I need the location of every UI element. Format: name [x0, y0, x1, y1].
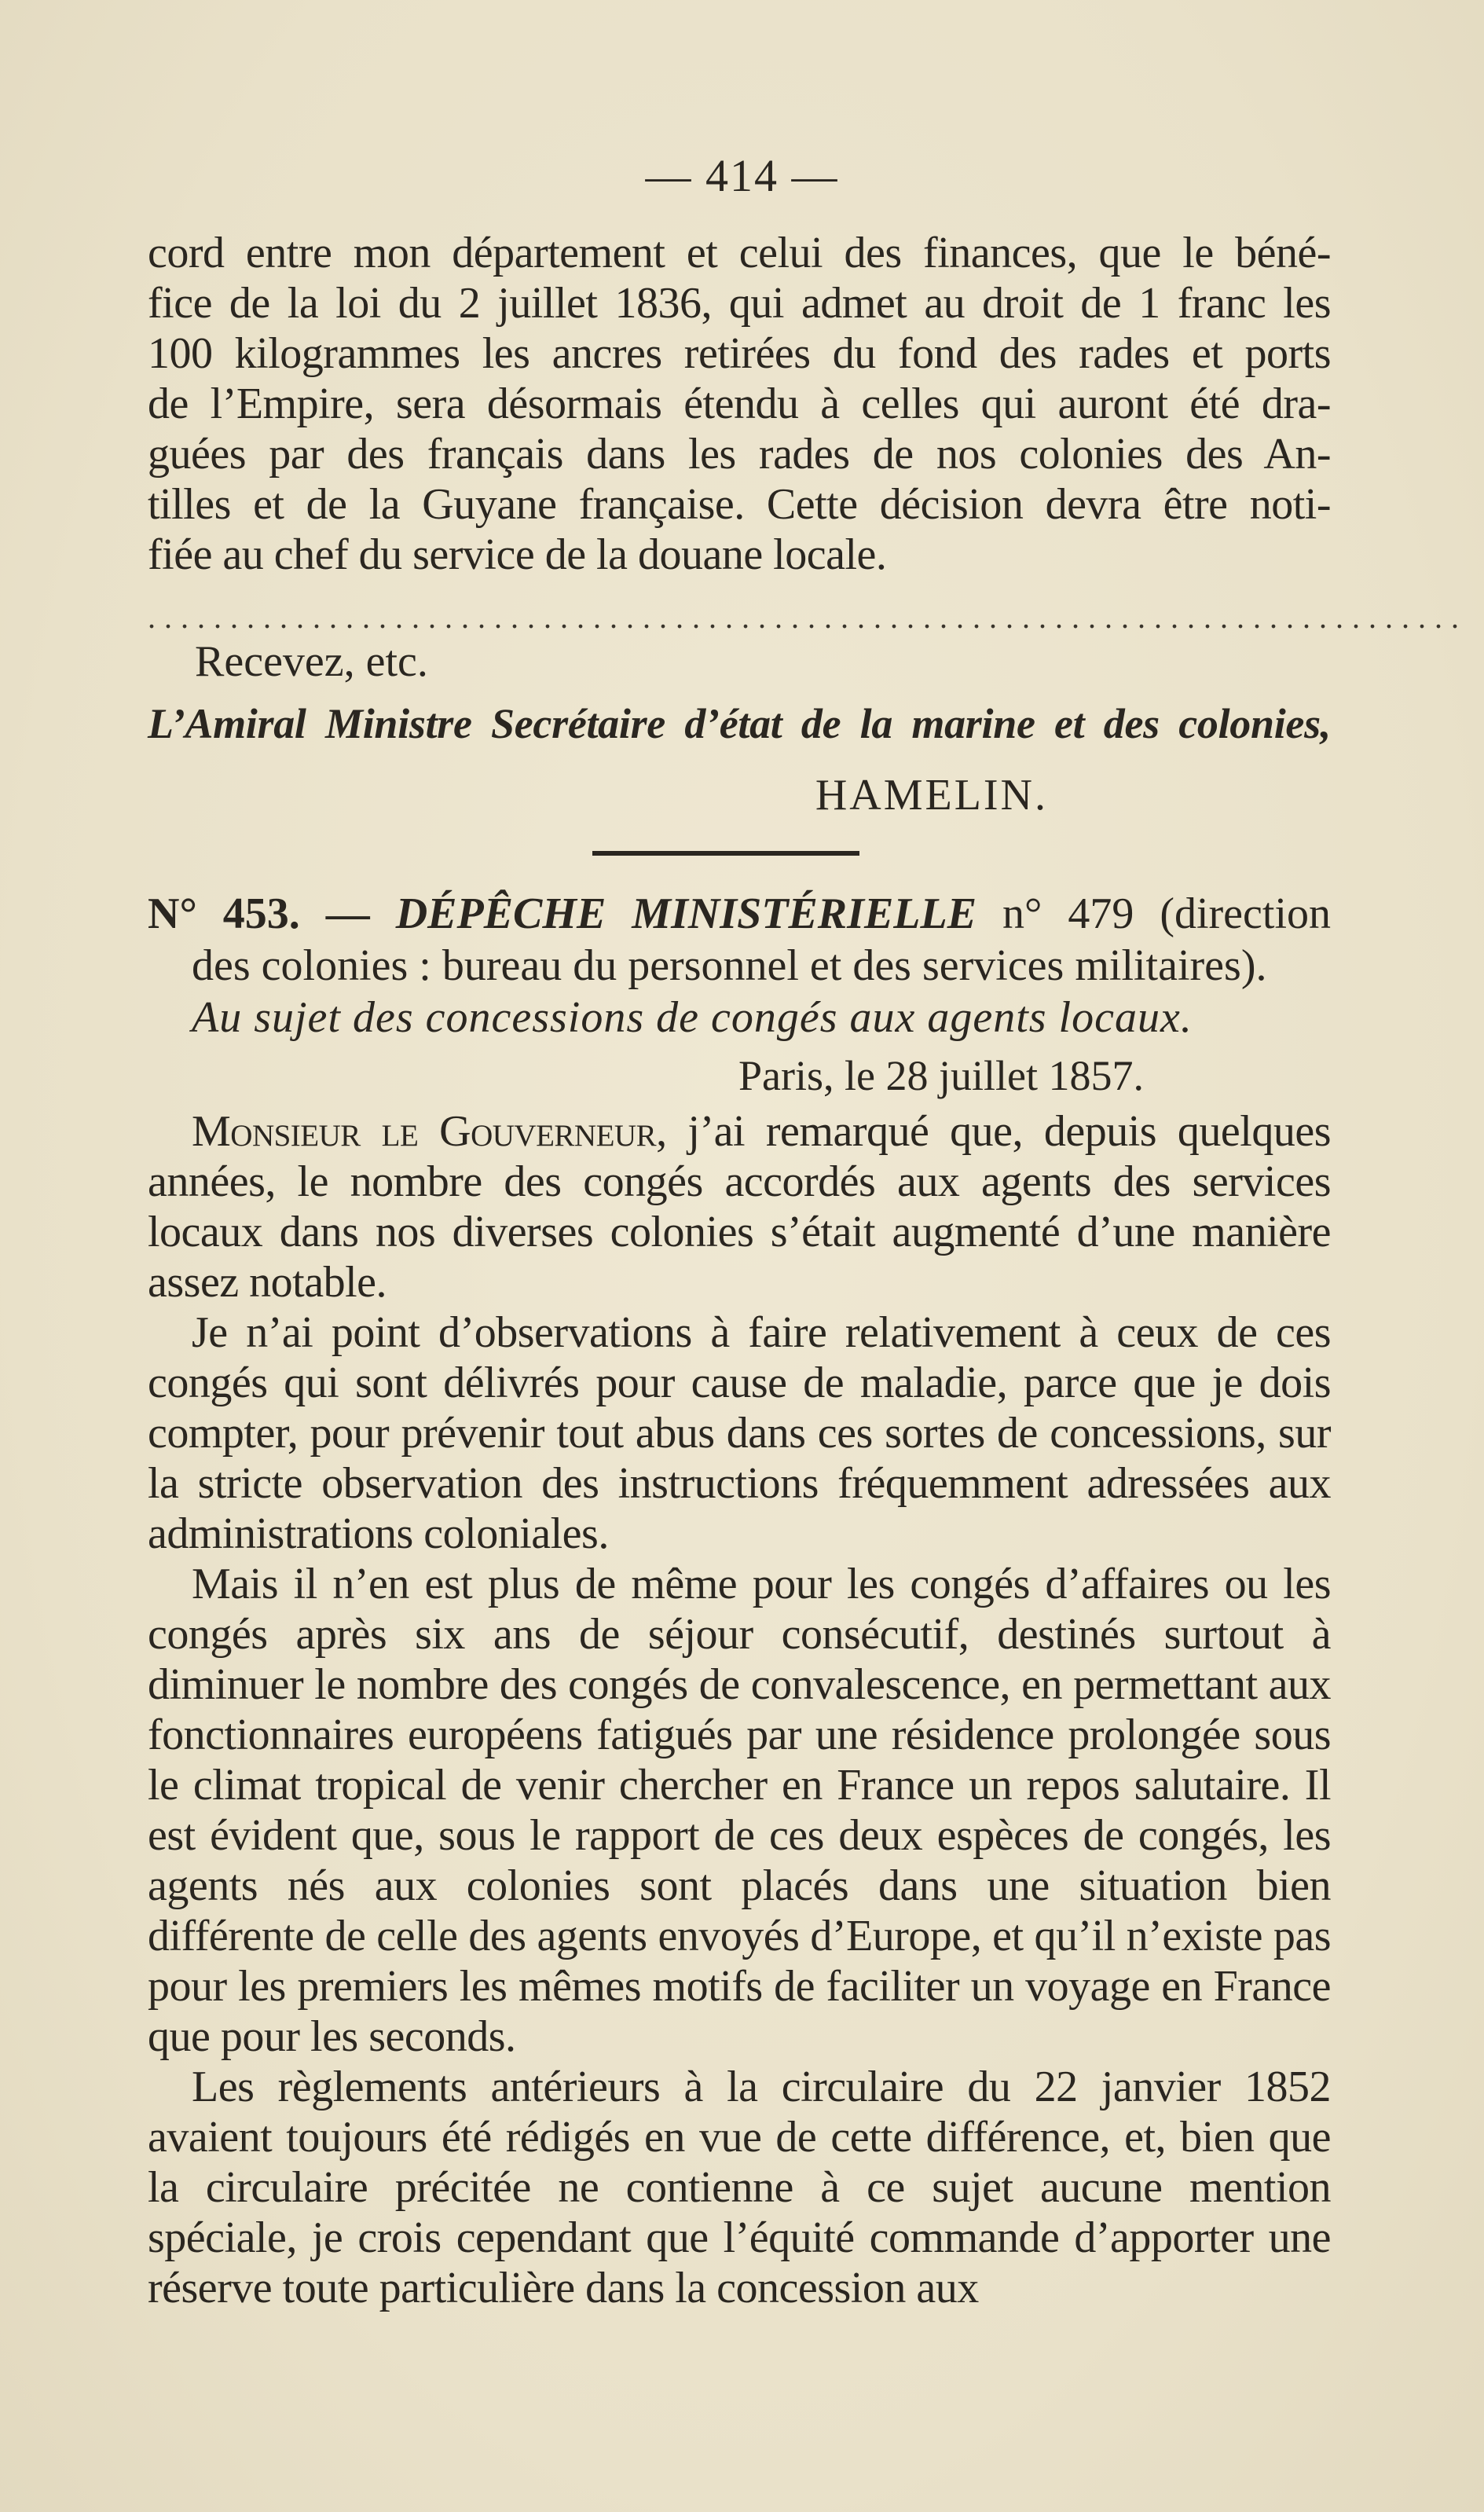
dispatch-number: N° 453. — [148, 889, 370, 938]
text-line: guées par des français dans les rades de nos colonies des An- [148, 430, 1331, 479]
paragraph: Les règlements antérieurs à la circulaire du 22 janvier 1852 avaient toujours été rédigés en vue de cette différence, et, bien que la circulaire précitée ne contienne à ce sujet aucune mention spéciale, je crois cependant que l’équité commande d’apporter une réserve toute particulière dans la concession aux [148, 2063, 1331, 2312]
heading-line-2: des colonies : bureau du personnel et des services militaires). [192, 941, 1267, 990]
text-line: tilles et de la Guyane française. Cette décision devra être noti- [148, 480, 1331, 529]
dispatch-title: DÉPÊCHE MINISTÉRIELLE [395, 889, 977, 938]
text-line: 100 kilogrammes les ancres retirées du fond des rades et ports [148, 329, 1331, 378]
text-line: fice de la loi du 2 juillet 1836, qui admet au droit de 1 franc les [148, 279, 1331, 328]
dispatch-reference: n° 479 (direction [1002, 889, 1331, 938]
heading-line-1 [148, 888, 1331, 940]
dispatch-subject: Au sujet des concessions de congés aux agents locaux. [192, 993, 1193, 1042]
section-divider [592, 851, 859, 856]
paragraph: Mais il n’en est plus de même pour les congés d’affaires ou les congés après six ans de séjour consécutif, destinés surtout à diminuer le nombre des congés de convalescence, en permettant aux fonctionnaires européens fatigués par une résidence prolongée sous le climat tropical de venir chercher en France un repos salutaire. Il est évident que, sous le rapport de ces deux espèces de congés, les agents nés aux colonies sont placés dans une situation bien différente de celle des agents envoyés d’Europe, et qu’il n’existe pas pour les premiers les mêmes motifs de faciliter un voyage en France que pour les seconds. [148, 1560, 1331, 2061]
signature-title: L’Amiral Ministre Secrétaire d’état de la marine et des colonies, [148, 700, 1331, 747]
paragraph [148, 1106, 1331, 1307]
paragraph-text: j’ai remarqué que, depuis quelques années, le nombre des congés accordés aux agents des services locaux dans nos diverses colonies s’était augmenté d’une manière assez notable. [148, 1107, 1331, 1307]
continued-paragraph [148, 228, 1331, 580]
closing-formula: Recevez, etc. [195, 637, 428, 686]
paragraph: Je n’ai point d’observations à faire relativement à ceux de ces congés qui sont délivrés pour cause de maladie, parce que je dois compter, pour prévenir tout abus dans ces sortes de concessions, sur la stricte observation des instructions fréquemment adressées aux administrations coloniales. [148, 1308, 1331, 1558]
text-line: fiée au chef du service de la douane locale. [148, 530, 887, 579]
text-line: de l’Empire, sera désormais étendu à celles qui auront été dra- [148, 380, 1331, 428]
dateline: Paris, le 28 juillet 1857. [738, 1052, 1144, 1099]
signature-name: HAMELIN. [815, 771, 1048, 820]
page-number: — 414 — [645, 150, 839, 201]
dotted-separator: ................................................................................ [148, 600, 1468, 635]
text-line: cord entre mon département et celui des finances, que le béné- [148, 229, 1331, 277]
salutation: Monsieur le Gouverneur, [192, 1107, 667, 1156]
dispatch-heading [148, 888, 1331, 1043]
dispatch-body [148, 1106, 1331, 2313]
